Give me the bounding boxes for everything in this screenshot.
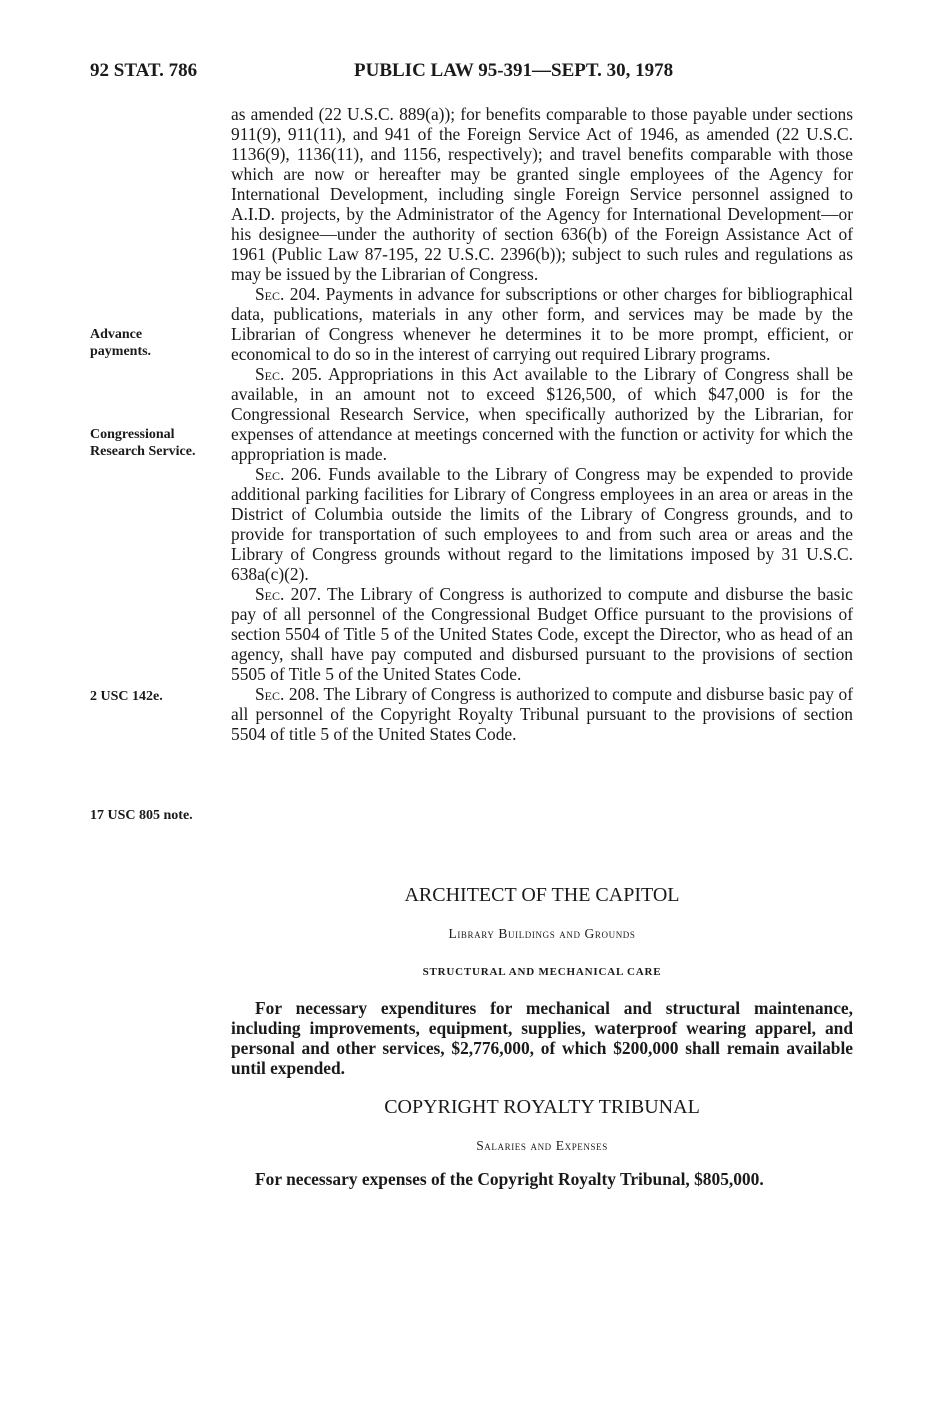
section-text: The Library of Congress is authorized to compute and disburse the basic pay of all personnel of the Congressional Budget Office pursuant to the provisions of section 5504 of Title 5 of the United States Code, except the Director, who as head of an agency, shall have pay computed and disbursed pursuant to the provisions of section 5505 of Title 5 of the United States Code. [231,584,853,684]
margin-note-line: Research Service. [90,444,196,459]
subheading-library-buildings: Library Buildings and Grounds [448,926,636,941]
margin-note-line: payments. [90,344,152,359]
section-206 [231,464,853,584]
section-label: Sec. 205. [255,364,322,384]
subheading-salaries-expenses: Salaries and Expenses [476,1138,608,1153]
architect-paragraph [231,998,853,1078]
margin-note-crs [90,426,230,460]
margin-note-usc-805: 17 USC 805 note. [90,808,193,823]
section-text: Appropriations in this Act available to the Library of Congress shall be available, in an amount not to exceed $126,500, of which $47,000 is for the Congressional Research Service, when specifically authorized by the Librarian, for expenses of attendance at meetings concerned with the function or activity for which the appropriation is made. [231,364,853,464]
section-text: Payments in advance for subscriptions or other charges for bibliographical data, publications, materials in any other form, and services may be made by the Librarian of Congress whenever he determines it to be more prompt, efficient, or economical to do so in the interest of carrying out required Library programs. [231,284,853,364]
margin-note-usc-142e: 2 USC 142e. [90,689,163,704]
copyright-paragraph [231,1169,853,1189]
section-label: Sec. 204. [255,284,321,304]
subheading-structural-care: STRUCTURAL AND MECHANICAL CARE [422,966,662,978]
heading-architect: ARCHITECT OF THE CAPITOL [404,884,680,906]
section-label: Sec. 206. [255,464,322,484]
section-label: Sec. 207. [255,584,322,604]
section-text: Funds available to the Library of Congress may be expended to provide additional parking facilities for Library of Congress employees in an area or areas in the District of Columbia outside the limits of the Library of Congress grounds, and to provide for transportation of such employees to and from such area or areas and the Library of Congress grounds without regard to the limitations imposed by 31 U.S.C. 638a(c)(2). [231,464,854,584]
section-208 [231,684,853,744]
section-text: The Library of Congress is authorized to compute and disburse basic pay of all personnel of the Copyright Royalty Tribunal pursuant to the provisions of section 5504 of title 5 of the United States Code. [231,684,853,744]
margin-note-advance-payments [90,326,230,360]
architect-text: For necessary expenditures for mechanical and structural maintenance, including improvements, equipment, supplies, waterproof wearing apparel, and personal and other services, $2,776,000, of which $200,000 shall remain available until expended. [231,998,853,1078]
paragraph-continuation: as amended (22 U.S.C. 889(a)); for benefits comparable to those payable under sections 911(9), 911(11), and 941 of the Foreign Service Act of 1946, as amended (22 U.S.C. 1136(9), 1136(11), and 1156, respectively); and travel benefits comparable with those which are now or hereafter may be granted single employees of the Agency for International Development, including single Foreign Service personnel assigned to A.I.D. projects, by the Administrator of the Agency for International Development—or his designee—under the authority of section 636(b) of the Foreign Assistance Act of 1961 (Public Law 87-195, 22 U.S.C. 2396(b)); subject to such rules and regulations as may be issued by the Librarian of Congress. [231,104,853,284]
page-header-title: PUBLIC LAW 95-391—SEPT. 30, 1978 [354,60,674,81]
body-text [231,104,853,744]
section-204 [231,284,853,364]
margin-note-line: Advance [90,327,143,342]
heading-copyright-tribunal: COPYRIGHT ROYALTY TRIBUNAL [384,1096,700,1118]
copyright-text: For necessary expenses of the Copyright Royalty Tribunal, $805,000. [255,1169,764,1189]
section-207 [231,584,853,684]
page-citation: 92 STAT. 786 [90,60,198,81]
section-205 [231,364,853,464]
section-label: Sec. 208. [255,684,320,704]
margin-note-line: Congressional [90,427,175,442]
